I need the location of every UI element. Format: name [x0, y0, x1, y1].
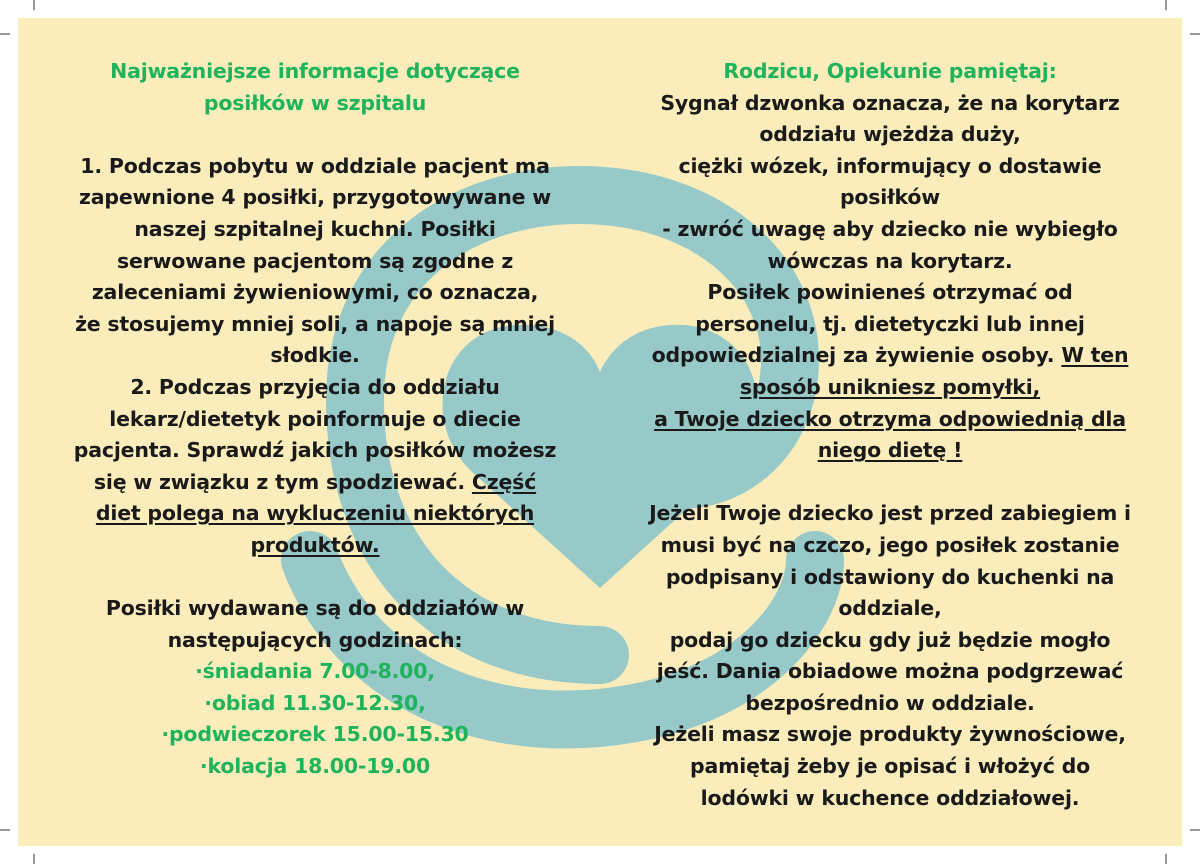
- point2-underlined-text: Część: [471, 469, 537, 494]
- fasting-line: podaj go dziecku gdy już będzie mogło: [669, 627, 1111, 652]
- bell-underlined-line: sposób unikniesz pomyłki,: [739, 374, 1041, 399]
- bell-line: - zwróć uwagę aby dziecko nie wybiegło: [662, 216, 1118, 241]
- left-heading-line: posiłków w szpitalu: [203, 90, 427, 115]
- bell-underlined-text: W ten: [1061, 343, 1129, 368]
- point1-line: że stosujemy mniej soli, a napoje są mniej: [75, 311, 555, 336]
- bell-line: posiłków: [839, 185, 941, 210]
- point2-line: 2. Podczas przyjęcia do oddziału: [130, 374, 500, 399]
- left-column: [50, 56, 580, 783]
- spacer: [620, 467, 1160, 499]
- point2-underlined-line: produktów.: [250, 532, 380, 557]
- point1-line: serwowane pacjentom są zgodne z: [116, 248, 514, 273]
- fasting-line: pamiętaj żeby je opisać i włożyć do: [690, 754, 1090, 779]
- bell-line: [620, 340, 1160, 372]
- fasting-line: jeść. Dania obiadowe można podgrzewać: [656, 659, 1124, 684]
- spacer: [50, 119, 580, 151]
- bell-line: personelu, tj. dietetyczki lub innej: [695, 311, 1085, 336]
- fasting-line: lodówki w kuchence oddziałowej.: [700, 785, 1080, 810]
- point2-line: lekarz/dietetyk poinformuje o diecie: [109, 406, 521, 431]
- point2-underlined-line: diet polega na wykluczeniu niektórych: [95, 501, 535, 526]
- right-column: [620, 56, 1160, 814]
- point2-text: się w związku z tym spodziewać.: [93, 469, 472, 494]
- bell-line: oddziału wjeżdża duży,: [759, 122, 1021, 147]
- point1-line: naszej szpitalnej kuchni. Posiłki: [134, 216, 496, 241]
- point1-line: zapewnione 4 posiłki, przygotowywane w: [79, 185, 551, 210]
- bell-line: Sygnał dzwonka oznacza, że na korytarz: [660, 90, 1120, 115]
- bell-text: odpowiedzialnej za żywienie osoby.: [651, 343, 1062, 368]
- point1-line: słodkie.: [270, 343, 360, 368]
- bell-underlined-line: niego dietę !: [817, 438, 963, 463]
- point2-line: pacjenta. Sprawdź jakich posiłków możesz: [73, 438, 557, 463]
- spacer: [50, 562, 580, 594]
- bell-line: wówczas na korytarz.: [767, 248, 1013, 273]
- right-heading: Rodzicu, Opiekunie pamiętaj:: [723, 59, 1057, 83]
- fasting-line: oddziale,: [838, 596, 942, 621]
- fasting-line: bezpośrednio w oddziale.: [745, 690, 1035, 715]
- meal-hour-snack: ·podwieczorek 15.00-15.30: [161, 722, 469, 747]
- hours-intro-line: następujących godzinach:: [167, 627, 463, 652]
- fasting-line: musi być na czczo, jego posiłek zostanie: [660, 532, 1120, 557]
- point2-line: [50, 467, 580, 499]
- bell-line: Posiłek powinieneś otrzymać od: [707, 280, 1073, 305]
- bell-line: ciężki wózek, informujący o dostawie: [678, 153, 1102, 178]
- bell-underlined-line: a Twoje dziecko otrzyma odpowiednią dla: [654, 406, 1126, 431]
- left-heading-line: Najważniejsze informacje dotyczące: [110, 59, 520, 83]
- meal-hour-dinner: ·kolacja 18.00-19.00: [199, 754, 431, 779]
- fasting-line: podpisany i odstawiony do kuchenki na: [665, 564, 1115, 589]
- meal-hour-breakfast: ·śniadania 7.00-8.00,: [195, 659, 435, 684]
- point1-line: zaleceniami żywieniowymi, co oznacza,: [91, 280, 539, 305]
- fasting-line: Jeżeli Twoje dziecko jest przed zabiegiem i: [649, 501, 1131, 526]
- point1-line: 1. Podczas pobytu w oddziale pacjent ma: [80, 153, 550, 178]
- meal-hour-lunch: ·obiad 11.30-12.30,: [204, 690, 426, 715]
- fasting-line: Jeżeli masz swoje produkty żywnościowe,: [654, 722, 1126, 747]
- hours-intro-line: Posiłki wydawane są do oddziałów w: [105, 596, 525, 621]
